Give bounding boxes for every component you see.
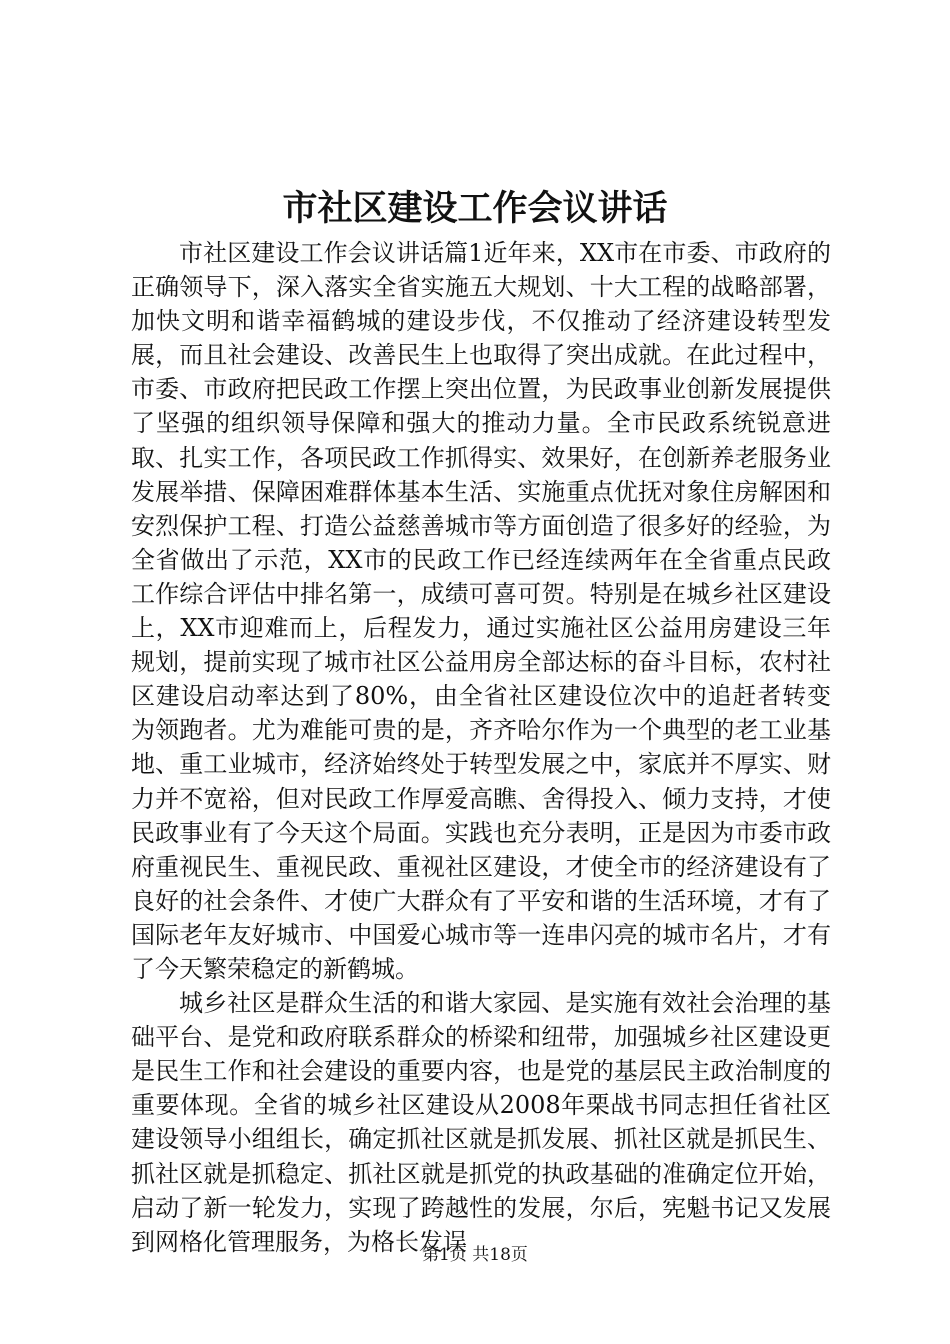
document-title: 市社区建设工作会议讲话 <box>282 188 668 229</box>
page-number-footer: 第1页 共18页 <box>422 1245 528 1265</box>
paragraph-2: 城乡社区是群众生活的和谐大家园、是实施有效社会治理的基础平台、是党和政府联系群众的桥梁和纽带，加强城乡社区建设更是民生工作和社会建设的重要内容，也是党的基层民主政治制度的重要体现。全省的城乡社区建设从2008年栗战书同志担任省社区建设领导小组组长，确定抓社区就是抓发展、抓社区就是抓民生、抓社区就是抓稳定、抓社区就是抓党的执政基础的准确定位开始，启动了新一轮发力，实现了跨越性的发展，尔后，宪魁书记又发展到网格化管理服务，为格长发误 <box>131 989 831 1256</box>
document-body <box>131 236 831 1259</box>
paragraph-1: 市社区建设工作会议讲话篇1近年来，XX市在市委、市政府的正确领导下，深入落实全省实施五大规划、十大工程的战略部署，加快文明和谐幸福鹤城的建设步伐，不仅推动了经济建设转型发展，而且社会建设、改善民生上也取得了突出成就。在此过程中，市委、市政府把民政工作摆上突出位置，为民政事业创新发展提供了坚强的组织领导保障和强大的推动力量。全市民政系统锐意进取、扎实工作，各项民政工作抓得实、效果好，在创新养老服务业发展举措、保障困难群体基本生活、实施重点优抚对象住房解困和安烈保护工程、打造公益慈善城市等方面创造了很多好的经验，为全省做出了示范，XX市的民政工作已经连续两年在全省重点民政工作综合评估中排名第一，成绩可喜可贺。特别是在城乡社区建设上，XX市迎难而上，后程发力，通过实施社区公益用房建设三年规划，提前实现了城市社区公益用房全部达标的奋斗目标，农村社区建设启动率达到了80%，由全省社区建设位次中的追赶者转变为领跑者。尤为难能可贵的是，齐齐哈尔作为一个典型的老工业基地、重工业城市，经济始终处于转型发展之中，家底并不厚实、财力并不宽裕，但对民政工作厚爱高瞧、舍得投入、倾力支持，才使民政事业有了今天这个局面。实践也充分表明，正是因为市委市政府重视民生、重视民政、重视社区建设，才使全市的经济建设有了良好的社会条件、才使广大群众有了平安和谐的生活环境，才有了国际老年友好城市、中国爱心城市等一连串闪亮的城市名片，才有了今天繁荣稳定的新鹤城。 <box>131 239 831 983</box>
